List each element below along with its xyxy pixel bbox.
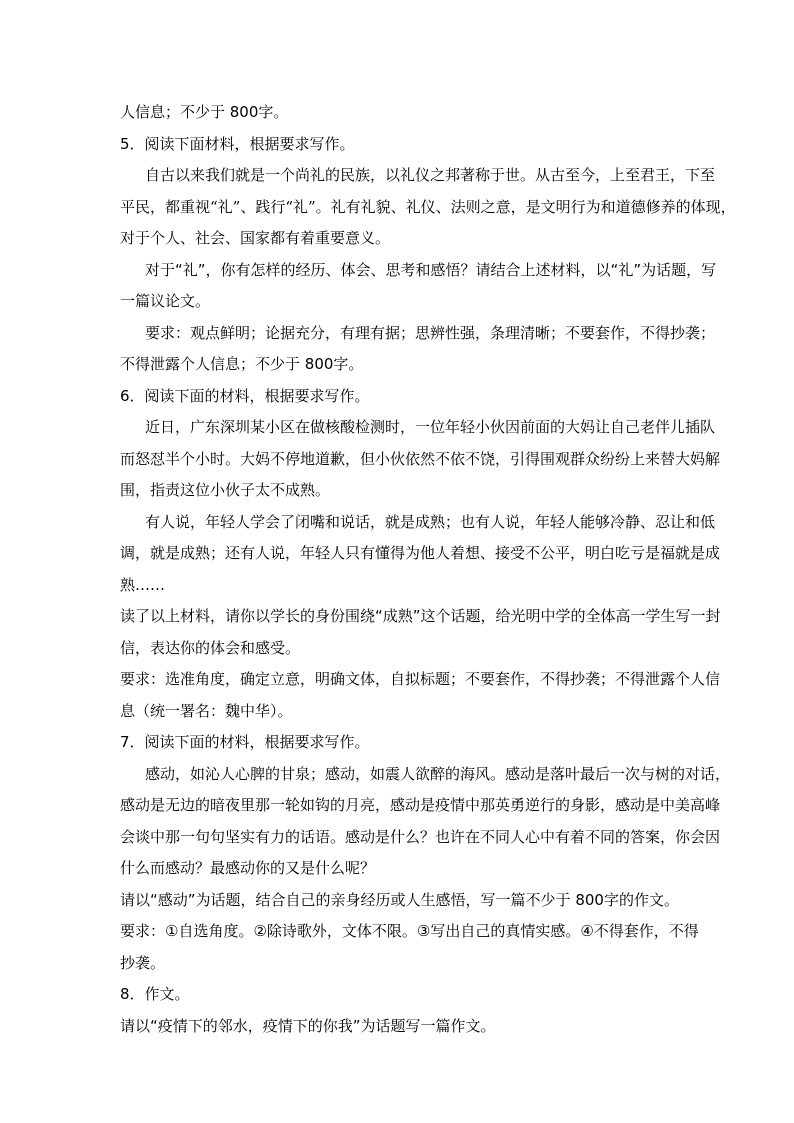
question-6-material-line: 有人说，年轻人学会了闭嘴和说话，就是成熟；也有人说，年轻人能够冷静、忍让和低 — [145, 512, 716, 531]
question-5-material-line: 对于个人、社会、国家都有着重要意义。 — [120, 229, 391, 247]
question-5-title: 5．阅读下面材料，根据要求写作。 — [120, 134, 355, 153]
question-6-material-line: 而怒怼半个小时。大妈不停地道歉，但小伙依然不依不饶，引得围观群众纷纷上来替大妈解 — [120, 449, 721, 468]
question-7-requirement-line: 要求：①自选角度。②除诗歌外，文体不限。③写出自己的真情实感。④不得套作，不得 — [120, 922, 699, 940]
question-6-prompt-line: 读了以上材料，请你以学长的身份围绕“成熟”这个话题，给光明中学的全体高一学生写一封 — [120, 607, 721, 625]
question-6-material-line: 调，就是成熟；还有人说，年轻人只有懂得为他人着想、接受不公平，明白吃亏是福就是成 — [120, 544, 721, 562]
question-6-title: 6．阅读下面的材料，根据要求写作。 — [120, 386, 370, 405]
question-5-prompt-line: 一篇议论文。 — [120, 292, 211, 310]
question-7-title: 7．阅读下面的材料，根据要求写作。 — [120, 733, 370, 751]
question-6-requirement-line: 要求：选准角度，确定立意，明确文体，自拟标题；不要套作，不得抄袭；不得泄露个人信 — [120, 670, 721, 688]
question-6-prompt-line: 信，表达你的体会和感受。 — [120, 638, 301, 657]
question-7-prompt-line: 请以“感动”为话题，结合自己的亲身经历或人生感悟，写一篇不少于 800字的作文。 — [120, 890, 679, 909]
text-line: 人信息；不少于 800字。 — [120, 103, 289, 121]
question-7-material-line: 会谈中那一句句坚实有力的话语。感动是什么？也许在不同人心中有着不同的答案，你会因 — [120, 827, 721, 846]
question-7-material-line: 什么而感动？最感动你的又是什么呢？ — [120, 859, 376, 877]
question-8-prompt-line: 请以“疫情下的邻水，疫情下的你我”为话题写一篇作文。 — [120, 1016, 496, 1035]
question-8-title: 8．作文。 — [120, 985, 190, 1003]
question-5-requirement-line: 要求：观点鲜明；论据充分，有理有据；思辨性强，条理清晰；不要套作，不得抄袭； — [145, 323, 716, 342]
question-5-material-line: 自古以来我们就是一个尚礼的民族，以礼仪之邦著称于世。从古至今，上至君王，下至 — [145, 166, 716, 184]
question-6-material-line: 近日，广东深圳某小区在做核酸检测时，一位年轻小伙因前面的大妈让自己老伴儿插队 — [145, 418, 716, 436]
document-page — [120, 97, 736, 1042]
question-7-requirement-line: 抄袭。 — [120, 953, 166, 972]
question-7-material-line: 感动是无边的暗夜里那一轮如钩的月亮，感动是疫情中那英勇逆行的身影，感动是中美高峰 — [120, 796, 721, 814]
question-6-material-line: 围，指责这位小伙子太不成熟。 — [120, 481, 331, 499]
question-7-material-line: 感动，如沁人心脾的甘泉；感动，如震人欲醉的海风。感动是落叶最后一次与树的对话， — [145, 764, 731, 783]
question-5-material-line: 平民，都重视“礼”、践行“礼”。礼有礼貌、礼仪、法则之意，是文明行为和道德修养的体现， — [120, 197, 736, 216]
question-6-requirement-line: 息（统一署名：魏中华）。 — [120, 701, 293, 720]
question-5-requirement-line: 不得泄露个人信息；不少于 800字。 — [120, 355, 364, 373]
question-5-prompt-line: 对于“礼”，你有怎样的经历、体会、思考和感悟？请结合上述材料，以“礼”为话题，写 — [145, 260, 717, 279]
question-6-material-line: 熟…… — [120, 575, 166, 594]
